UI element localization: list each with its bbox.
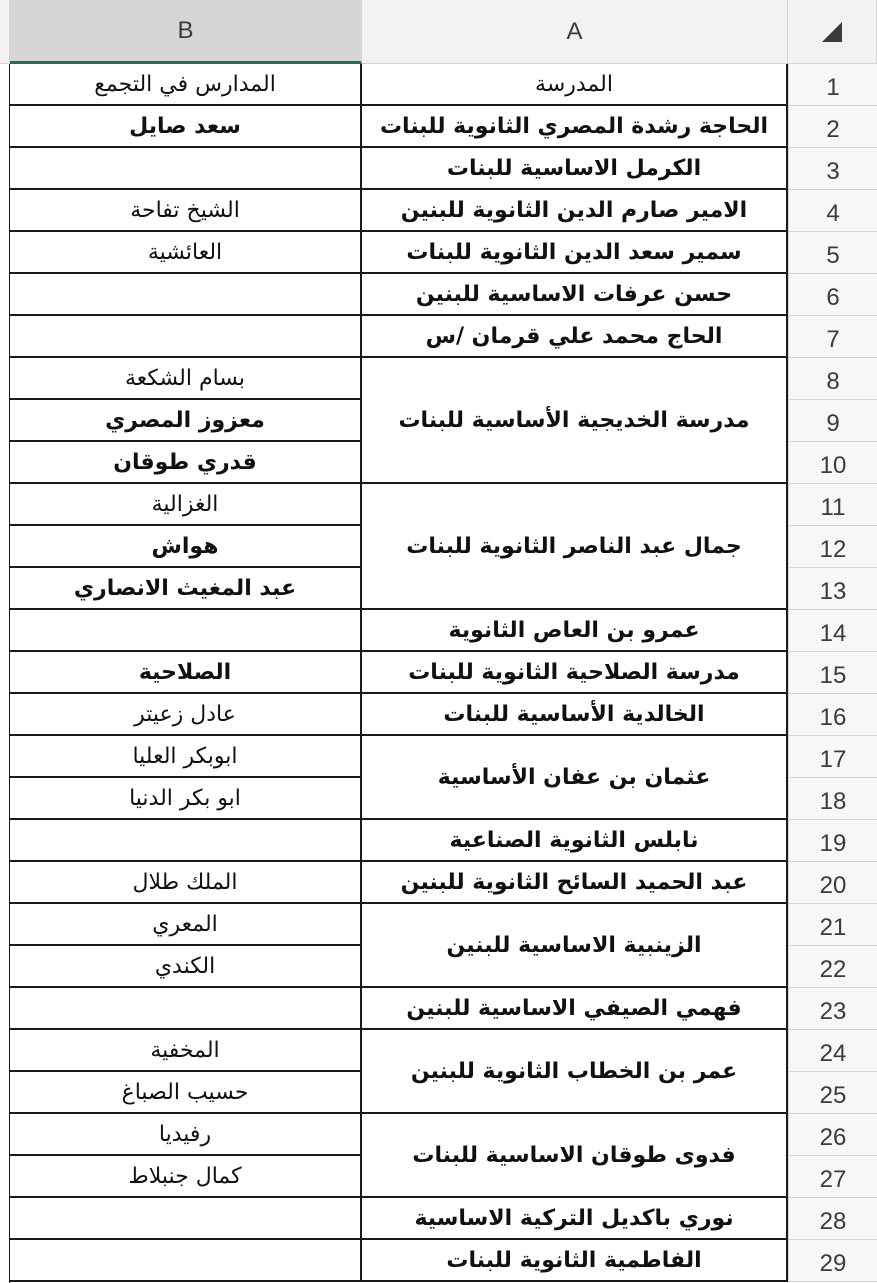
cell-cluster-school[interactable] — [10, 988, 362, 1030]
cell-school[interactable]: جمال عبد الناصر الثانوية للبنات — [362, 484, 788, 610]
cell-cluster-school[interactable]: الشيخ تفاحة — [10, 190, 362, 232]
cell-cluster-school[interactable]: ابوبكر العليا — [10, 736, 362, 778]
row-number[interactable]: 11 — [788, 484, 877, 526]
cell-cluster-school[interactable]: بسام الشكعة — [10, 358, 362, 400]
cell-school[interactable]: سمير سعد الدين الثانوية للبنات — [362, 232, 788, 274]
cell-cluster-school[interactable]: رفيديا — [10, 1114, 362, 1156]
column-header-stub — [0, 0, 10, 64]
cell-cluster-school[interactable]: الغزالية — [10, 484, 362, 526]
cell-school[interactable]: عبد الحميد السائح الثانوية للبنين — [362, 862, 788, 904]
select-all-corner[interactable] — [788, 0, 877, 64]
row-number[interactable]: 13 — [788, 568, 877, 610]
row-number[interactable]: 27 — [788, 1156, 877, 1198]
select-all-icon — [820, 20, 844, 44]
row-number[interactable]: 23 — [788, 988, 877, 1030]
left-column-edge — [0, 64, 10, 1283]
row-number[interactable]: 25 — [788, 1072, 877, 1114]
row-number[interactable]: 6 — [788, 274, 877, 316]
cell-school[interactable]: عثمان بن عفان الأساسية — [362, 736, 788, 820]
cell-school[interactable]: الحاج محمد علي قرمان /س — [362, 316, 788, 358]
cell-school[interactable]: نوري باكديل التركية الاساسية — [362, 1198, 788, 1240]
cell-cluster-school[interactable]: العائشية — [10, 232, 362, 274]
cell-school[interactable]: الفاطمية الثانوية للبنات — [362, 1240, 788, 1282]
row-number[interactable]: 16 — [788, 694, 877, 736]
row-number[interactable]: 21 — [788, 904, 877, 946]
cell-cluster-school[interactable]: معزوز المصري — [10, 400, 362, 442]
cell-cluster-school[interactable]: حسيب الصباغ — [10, 1072, 362, 1114]
row-number[interactable]: 20 — [788, 862, 877, 904]
row-number[interactable]: 19 — [788, 820, 877, 862]
row-number[interactable]: 14 — [788, 610, 877, 652]
cell-cluster-school[interactable]: عادل زعيتر — [10, 694, 362, 736]
cell-cluster-school[interactable]: ابو بكر الدنيا — [10, 778, 362, 820]
cell-cluster-school[interactable]: الملك طلال — [10, 862, 362, 904]
cell-cluster-school[interactable]: عبد المغيث الانصاري — [10, 568, 362, 610]
cell-cluster-school[interactable] — [10, 1198, 362, 1240]
cell-school[interactable]: نابلس الثانوية الصناعية — [362, 820, 788, 862]
cell-school[interactable]: الكرمل الاساسية للبنات — [362, 148, 788, 190]
row-number[interactable]: 15 — [788, 652, 877, 694]
cell-school[interactable]: مدرسة الخديجية الأساسية للبنات — [362, 358, 788, 484]
row-number[interactable]: 9 — [788, 400, 877, 442]
cell-cluster-school[interactable]: كمال جنبلاط — [10, 1156, 362, 1198]
cell-cluster-school[interactable]: المعري — [10, 904, 362, 946]
row-number[interactable]: 18 — [788, 778, 877, 820]
row-number[interactable]: 5 — [788, 232, 877, 274]
cell-school[interactable]: الامير صارم الدين الثانوية للبنين — [362, 190, 788, 232]
column-header-a[interactable]: A — [362, 0, 788, 64]
row-number[interactable]: 26 — [788, 1114, 877, 1156]
row-number[interactable]: 4 — [788, 190, 877, 232]
cell-cluster-school[interactable]: المخفية — [10, 1030, 362, 1072]
row-number[interactable]: 22 — [788, 946, 877, 988]
cell-cluster-school[interactable]: الصلاحية — [10, 652, 362, 694]
cell-cluster-school[interactable] — [10, 148, 362, 190]
row-number[interactable]: 8 — [788, 358, 877, 400]
cell-school[interactable]: الخالدية الأساسية للبنات — [362, 694, 788, 736]
row-number[interactable]: 10 — [788, 442, 877, 484]
cell-cluster-school[interactable]: سعد صايل — [10, 106, 362, 148]
cell-school[interactable]: الزينبية الاساسية للبنين — [362, 904, 788, 988]
row-number[interactable]: 28 — [788, 1198, 877, 1240]
row-number[interactable]: 17 — [788, 736, 877, 778]
cell-cluster-school[interactable]: قدري طوقان — [10, 442, 362, 484]
cell-school[interactable]: فهمي الصيفي الاساسية للبنين — [362, 988, 788, 1030]
column-header-b[interactable]: B — [10, 0, 362, 64]
cell-cluster-school[interactable] — [10, 316, 362, 358]
cell-cluster-school[interactable]: الكندي — [10, 946, 362, 988]
cell-school[interactable]: المدرسة — [362, 64, 788, 106]
cell-school[interactable]: الحاجة رشدة المصري الثانوية للبنات — [362, 106, 788, 148]
cell-school[interactable]: حسن عرفات الاساسية للبنين — [362, 274, 788, 316]
cell-cluster-school[interactable] — [10, 820, 362, 862]
row-number[interactable]: 3 — [788, 148, 877, 190]
row-number[interactable]: 24 — [788, 1030, 877, 1072]
row-number[interactable]: 29 — [788, 1240, 877, 1282]
row-number[interactable]: 2 — [788, 106, 877, 148]
cell-cluster-school[interactable] — [10, 274, 362, 316]
row-number[interactable]: 7 — [788, 316, 877, 358]
row-number[interactable]: 1 — [788, 64, 877, 106]
cell-cluster-school[interactable]: المدارس في التجمع — [10, 64, 362, 106]
cell-school[interactable]: عمرو بن العاص الثانوية — [362, 610, 788, 652]
cell-school[interactable]: عمر بن الخطاب الثانوية للبنين — [362, 1030, 788, 1114]
cell-cluster-school[interactable]: هواش — [10, 526, 362, 568]
cell-school[interactable]: مدرسة الصلاحية الثانوية للبنات — [362, 652, 788, 694]
cell-cluster-school[interactable] — [10, 1240, 362, 1282]
cell-cluster-school[interactable] — [10, 610, 362, 652]
cell-school[interactable]: فدوى طوقان الاساسية للبنات — [362, 1114, 788, 1198]
row-number[interactable]: 12 — [788, 526, 877, 568]
